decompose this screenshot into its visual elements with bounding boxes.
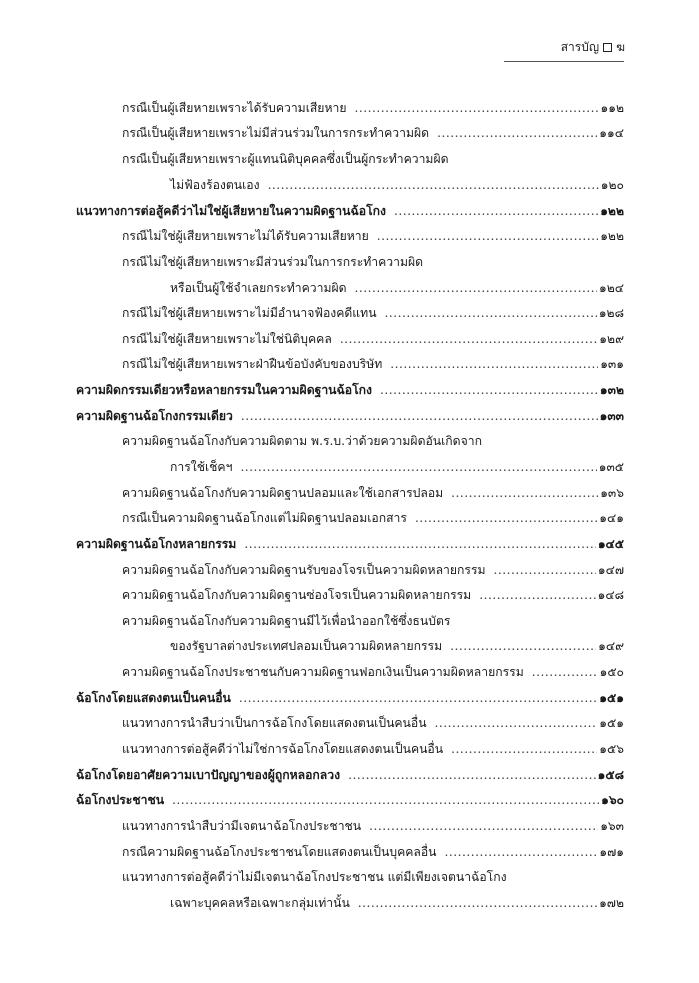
- toc-entry[interactable]: ความผิดฐานฉ้อโกงกับความผิดฐานมีไว้เพื่อนำออกใช้ซึ่งธนบัตร: [122, 614, 451, 628]
- toc-entry[interactable]: แนวทางการต่อสู้คดีว่าไม่ใช่การฉ้อโกงโดยแสดงตนเป็นคนอื่น ..... ๑๕๖: [122, 740, 624, 758]
- toc-entry[interactable]: กรณีไม่ใช่ผู้เสียหายเพราะมีส่วนร่วมในการกระทำความผิด: [122, 255, 424, 269]
- toc-entry[interactable]: ความผิดฐานฉ้อโกงประชาชนกับความผิดฐานฟอกเงินเป็นความผิดหลายกรรม ..... ๑๕๐: [122, 663, 624, 681]
- toc-entry[interactable]: ความผิดฐานฉ้อโกงกับความผิดฐานปลอมและใช้เอกสารปลอม ..... ๑๓๖: [122, 484, 624, 502]
- toc-entry-continuation[interactable]: ของรัฐบาลต่างประเทศปลอมเป็นความผิดหลายกรรม ..... ๑๔๙: [170, 637, 624, 655]
- toc-section[interactable]: ฉ้อโกงประชาชน ..... ๑๖๐: [76, 791, 624, 809]
- toc-entry[interactable]: กรณีความผิดฐานฉ้อโกงประชาชนโดยแสดงตนเป็นบุคคลอื่น ..... ๑๗๑: [122, 843, 624, 861]
- toc-section[interactable]: ความผิดฐานฉ้อโกงกรรมเดียว ..... ๑๓๓: [76, 407, 624, 425]
- toc-entry[interactable]: กรณีเป็นผู้เสียหายเพราะได้รับความเสียหาย ..... ๑๑๒: [122, 99, 624, 117]
- toc-section[interactable]: ฉ้อโกงโดยอาศัยความเบาปัญญาของผู้ถูกหลอกลวง ..... ๑๕๘: [76, 766, 624, 784]
- header-rule: [504, 61, 624, 62]
- toc-entry-continuation[interactable]: ไม่ฟ้องร้องตนเอง ..... ๑๒๐: [170, 176, 624, 194]
- toc-entry[interactable]: แนวทางการนำสืบว่ามีเจตนาฉ้อโกงประชาชน ..... ๑๖๓: [122, 817, 624, 835]
- toc-entry[interactable]: กรณีไม่ใช่ผู้เสียหายเพราะไม่มีอำนาจฟ้องคดีแทน ..... ๑๒๘: [122, 304, 624, 322]
- square-bullet-icon: [603, 43, 612, 52]
- toc-entry[interactable]: กรณีเป็นผู้เสียหายเพราะผู้แทนนิติบุคคลซึ่งเป็นผู้กระทำความผิด: [122, 152, 449, 166]
- toc-section[interactable]: แนวทางการต่อสู้คดีว่าไม่ใช่ผู้เสียหายในความผิดฐานฉ้อโกง ..... ๑๒๒: [76, 202, 624, 220]
- toc-entry-continuation[interactable]: เฉพาะบุคคลหรือเฉพาะกลุ่มเท่านั้น ..... ๑๗๒: [170, 894, 624, 912]
- toc-entry[interactable]: กรณีไม่ใช่ผู้เสียหายเพราะไม่ได้รับความเสียหาย ..... ๑๒๒: [122, 227, 624, 245]
- toc-entry[interactable]: กรณีไม่ใช่ผู้เสียหายเพราะฝ่าฝืนข้อบังคับของบริษัท ..... ๑๓๑: [122, 355, 624, 373]
- toc-section[interactable]: ความผิดกรรมเดียวหรือหลายกรรมในความผิดฐานฉ้อโกง ..... ๑๓๒: [76, 381, 624, 399]
- toc-entry[interactable]: กรณีเป็นผู้เสียหายเพราะไม่มีส่วนร่วมในการกระทำความผิด ..... ๑๑๔: [122, 124, 624, 142]
- toc-entry[interactable]: ความผิดฐานฉ้อโกงกับความผิดฐานรับของโจรเป็นความผิดหลายกรรม ..... ๑๔๗: [122, 561, 624, 579]
- toc-section[interactable]: ความผิดฐานฉ้อโกงหลายกรรม ..... ๑๔๕: [76, 535, 624, 553]
- toc-section[interactable]: ฉ้อโกงโดยแสดงตนเป็นคนอื่น ..... ๑๕๑: [76, 689, 624, 707]
- toc-entry[interactable]: กรณีเป็นความผิดฐานฉ้อโกงแต่ไม่ผิดฐานปลอมเอกสาร ..... ๑๔๑: [122, 509, 624, 527]
- toc-entry[interactable]: ความผิดฐานฉ้อโกงกับความผิดตาม พ.ร.บ.ว่าด้วยความผิดอันเกิดจาก: [122, 434, 482, 448]
- toc-entry[interactable]: กรณีไม่ใช่ผู้เสียหายเพราะไม่ใช่นิติบุคคล ..... ๑๒๙: [122, 330, 624, 348]
- running-header: [561, 38, 625, 57]
- header-title: สารบัญ: [560, 40, 600, 54]
- toc-entry-continuation[interactable]: การใช้เช็คฯ ..... ๑๓๕: [170, 458, 624, 476]
- header-page-number: ฆ: [616, 40, 625, 54]
- toc-entry[interactable]: ความผิดฐานฉ้อโกงกับความผิดฐานซ่องโจรเป็นความผิดหลายกรรม ..... ๑๔๘: [122, 586, 624, 604]
- toc-entry[interactable]: แนวทางการนำสืบว่าเป็นการฉ้อโกงโดยแสดงตนเป็นคนอื่น ..... ๑๕๑: [122, 714, 624, 732]
- toc-entry-continuation[interactable]: หรือเป็นผู้ใช้จำเลยกระทำความผิด ..... ๑๒๔: [170, 279, 624, 297]
- toc-entry[interactable]: แนวทางการต่อสู้คดีว่าไม่มีเจตนาฉ้อโกงประชาชน แต่มีเพียงเจตนาฉ้อโกง: [122, 870, 507, 884]
